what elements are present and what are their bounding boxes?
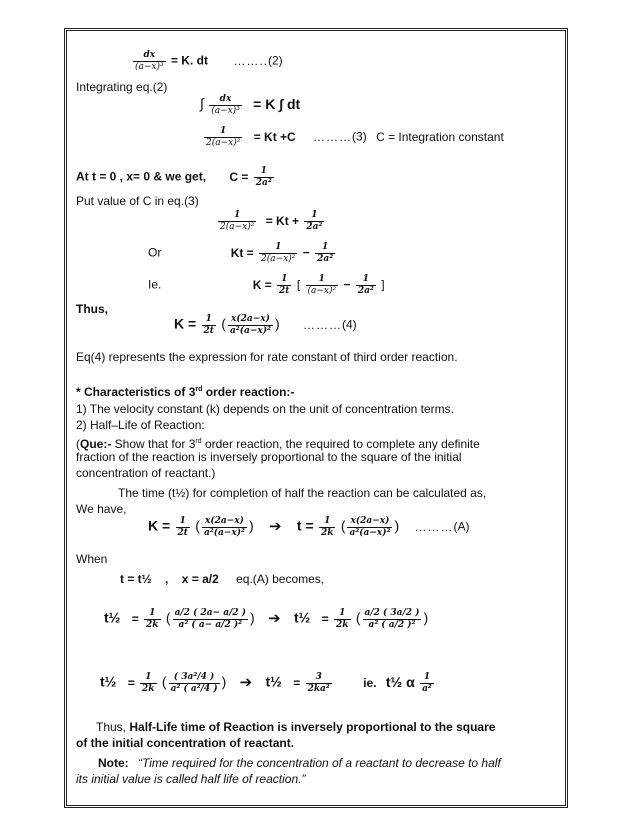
implies-arrow-icon-3: ➔ bbox=[239, 673, 253, 691]
note-line-2: its initial value is called half life of reaction.” bbox=[76, 772, 306, 786]
eqa-denominator-0: 2t bbox=[177, 528, 188, 538]
sub2-denominator-3: a² bbox=[422, 684, 432, 694]
integral-rhs: = K ∫ dt bbox=[253, 95, 301, 112]
eq3-denominator: 2(a−x)² bbox=[206, 138, 241, 148]
question-pre: Show that for 3 bbox=[111, 437, 196, 451]
eq4-denominator-0: 2t bbox=[203, 326, 214, 336]
ie-numerator-0: 1 bbox=[277, 274, 291, 286]
characteristics-heading bbox=[76, 382, 294, 400]
question-line-3: concentration of reactant.) bbox=[76, 466, 216, 480]
sub1-t: t½ bbox=[104, 609, 121, 626]
sub2-t: t½ bbox=[100, 673, 117, 690]
sub2-denominator-0: 2k bbox=[142, 684, 155, 694]
sub2-ie: ie. bbox=[363, 675, 377, 690]
eq3-note: C = Integration constant bbox=[376, 129, 504, 144]
sub2-numerator-0: 1 bbox=[140, 672, 157, 684]
sub2-eq: = bbox=[127, 675, 135, 690]
when-sep: , bbox=[165, 572, 169, 586]
eq4-right-paren: ) bbox=[274, 315, 280, 332]
we-have-text: We have, bbox=[76, 502, 127, 516]
characteristics-pre: * Characteristics of 3 bbox=[76, 385, 196, 399]
sub1-denominator-3: a² ( a/2 )² bbox=[368, 620, 416, 630]
when-t: t = t½ bbox=[120, 572, 152, 586]
sub-denominator-2: 2a² bbox=[306, 222, 323, 232]
integrating-text: Integrating eq.(2) bbox=[76, 80, 168, 94]
kt-label: Kt = bbox=[230, 245, 254, 260]
put-value-text: Put value of C in eq.(3) bbox=[76, 194, 199, 208]
note-text: “Time required for the concentration of a reactant to decrease to half bbox=[138, 756, 501, 770]
sub1-numerator-0: 1 bbox=[144, 608, 161, 620]
eq2-dots: …….. bbox=[233, 53, 268, 68]
sub-numerator-2: 1 bbox=[304, 210, 324, 222]
sub-mid: = Kt + bbox=[265, 213, 300, 228]
sub-denominator-1: 2(a−x)² bbox=[220, 222, 255, 232]
equation-substituted bbox=[216, 210, 326, 233]
eq4-numerator-1: x(2a−x) bbox=[228, 314, 273, 326]
substitution-2: t½ = $\frac{1}{2k}$ ( $\frac{\text{( 3a²/4 )}}{\text{a² ( a²/4 )}}$ ) ➔ t½ = $\frac{3}{\text{2ka²}}$ ie. t½ α $\frac{1}{\text{a²}}$ bbox=[100, 672, 432, 694]
or-denominator-2: 2a² bbox=[317, 254, 334, 264]
eq4-dots: ……… bbox=[302, 317, 342, 332]
initial-condition bbox=[76, 166, 276, 189]
sub1-denominator-0: 2k bbox=[146, 620, 159, 630]
when-condition bbox=[120, 572, 324, 587]
sub1-denominator-1: a² ( a− a/2 )² bbox=[178, 620, 243, 630]
or-numerator-1: 1 bbox=[259, 242, 297, 254]
or-minus: − bbox=[302, 245, 310, 260]
eqa-denominator-2: 2k bbox=[320, 528, 334, 538]
eqa-label: (A) bbox=[453, 519, 470, 534]
eqa-numerator-3: x(2a−x) bbox=[347, 516, 392, 528]
or-equation bbox=[148, 242, 337, 265]
conclusion-line-2: of the initial concentration of reactant. bbox=[76, 736, 295, 750]
eq3-rhs: = Kt +C bbox=[253, 129, 296, 144]
ie-right-bracket: ] bbox=[381, 277, 385, 292]
c-denominator: 2a² bbox=[255, 178, 272, 188]
characteristic-item-1: 1) The velocity constant (k) depends on the unit of concentration terms. bbox=[76, 402, 454, 416]
integral-numerator: dx bbox=[209, 94, 242, 106]
characteristics-sup: rd bbox=[195, 386, 203, 393]
ie-numerator-2: 1 bbox=[356, 274, 376, 286]
ie-left-bracket: [ bbox=[296, 277, 301, 292]
eq3-dots: ……… bbox=[313, 129, 353, 144]
question-post: order reaction, the required to complete any definite bbox=[201, 437, 480, 451]
thus-label: Thus, bbox=[76, 302, 108, 316]
ie-numerator-1: 1 bbox=[306, 274, 339, 286]
eqa-dots: ……… bbox=[414, 519, 454, 534]
characteristics-post: order reaction:- bbox=[202, 385, 295, 399]
conclusion-line-1 bbox=[96, 720, 495, 735]
ie-word: Ie. bbox=[148, 277, 162, 292]
initial-condition-text: At t = 0 , x= 0 & we get, bbox=[76, 169, 207, 184]
eq4-label: (4) bbox=[341, 317, 357, 332]
eq4-description: Eq(4) represents the expression for rate constant of third order reaction. bbox=[76, 350, 458, 364]
ie-equation bbox=[148, 274, 385, 297]
substitution-1: t½ = $\frac{1}{2k}$ ( $\frac{a/2 ( 2a- a/2 )}{\text{a² ( a− a/2 )²}}$ ) ➔ t½ = $\frac{1}{2k}$ ( $\frac{a/2 ( 3a/2 )}{\text{a² ( a/2 )²}}$ ) bbox=[104, 608, 429, 630]
or-word: Or bbox=[148, 245, 162, 260]
eqa-numerator-2: 1 bbox=[319, 516, 336, 528]
sub1-numerator-1: a/2 ( 2a− a/2 ) bbox=[174, 608, 247, 618]
when-x: x = a/2 bbox=[181, 572, 219, 586]
eqa-t: t = bbox=[296, 517, 314, 534]
equation-2 bbox=[131, 50, 283, 73]
or-numerator-2: 1 bbox=[315, 242, 335, 254]
eq4-left-paren: ( bbox=[221, 315, 226, 332]
sub1-numerator-2: 1 bbox=[334, 608, 351, 620]
eqa-k: K = bbox=[148, 517, 171, 534]
sub2-numerator-1: ( 3a²/4 ) bbox=[169, 672, 220, 684]
eq3-label: (3) bbox=[352, 129, 367, 144]
ie-minus: − bbox=[343, 277, 351, 292]
c-numerator: 1 bbox=[254, 166, 274, 178]
integral-denominator: (a−x)³ bbox=[211, 106, 240, 116]
when-text: When bbox=[76, 552, 108, 566]
note-label: Note: bbox=[98, 756, 129, 770]
eq2-numerator: dx bbox=[133, 50, 166, 62]
implies-arrow-icon-2: ➔ bbox=[268, 609, 281, 627]
characteristic-item-2: 2) Half–Life of Reaction: bbox=[76, 418, 205, 432]
sub1-numerator-3: a/2 ( 3a/2 ) bbox=[364, 608, 420, 618]
implies-arrow-icon: ➔ bbox=[268, 517, 282, 535]
sub2-numerator-2: 3 bbox=[306, 672, 332, 684]
c-label: C = bbox=[229, 169, 249, 184]
sub2-numerator-3: 1 bbox=[420, 672, 434, 684]
sub-numerator-1: 1 bbox=[218, 210, 256, 222]
sub1-t2: t½ bbox=[293, 609, 311, 626]
eq2-label: (2) bbox=[268, 53, 283, 68]
integral-sign: ∫ bbox=[200, 95, 204, 112]
eq2-rhs: = K. dt bbox=[170, 53, 208, 68]
eqa-denominator-1: a²(a−x)² bbox=[203, 528, 245, 538]
time-line: The time (t½) for completion of half the reaction can be calculated as, bbox=[118, 486, 487, 500]
note-line-1 bbox=[98, 756, 501, 771]
conclusion-pre: Thus, bbox=[96, 720, 130, 734]
sub1-eq: = bbox=[131, 611, 139, 626]
question-open-paren: ( bbox=[76, 437, 80, 451]
equation-a: K = $\frac{1}{2t}$ ( $\frac{x(2a-x)}{\text{a²(a−x)²}}$ ) ➔ t = $\frac{1}{2k}$ ( $\frac{x(2a-x)}{\text{a²(a−x)²}}$ ) ………(A) bbox=[148, 516, 470, 538]
or-denominator-1: 2(a−x)² bbox=[261, 254, 296, 264]
conclusion-bold: Half-Life time of Reaction is inversely proportional to the square bbox=[129, 720, 496, 734]
question-label: Que:- bbox=[80, 437, 112, 451]
sub1-denominator-2: 2k bbox=[336, 620, 349, 630]
k-label: K = bbox=[252, 277, 272, 292]
sub2-t2: t½ bbox=[265, 673, 282, 690]
eqa-numerator-0: 1 bbox=[176, 516, 190, 528]
sub2-t3: t½ α bbox=[385, 673, 415, 690]
eqa-numerator-1: x(2a−x) bbox=[202, 516, 247, 528]
sub2-denominator-1: a² ( a²/4 ) bbox=[170, 684, 218, 694]
ie-denominator-0: 2t bbox=[279, 286, 290, 296]
when-post: eq.(A) becomes, bbox=[236, 572, 325, 586]
eq3-numerator: 1 bbox=[204, 126, 242, 138]
eq4-k: K = bbox=[174, 315, 197, 332]
question-line-2: fraction of the reaction is inversely proportional to the square of the initial bbox=[76, 450, 462, 464]
equation-4 bbox=[174, 314, 357, 337]
eq2-denominator: (a−x)³ bbox=[135, 62, 164, 72]
equation-3 bbox=[202, 126, 504, 149]
question-sup: rd bbox=[195, 438, 202, 445]
eq4-denominator-1: a²(a−x)² bbox=[229, 326, 271, 336]
eqa-denominator-3: a²(a−x)² bbox=[349, 528, 391, 538]
sub2-denominator-2: 2ka² bbox=[307, 684, 330, 694]
eq4-numerator-0: 1 bbox=[202, 314, 216, 326]
ie-denominator-2: 2a² bbox=[357, 286, 374, 296]
ie-denominator-1: (a−x)² bbox=[307, 286, 337, 296]
integral-equation bbox=[200, 94, 300, 117]
